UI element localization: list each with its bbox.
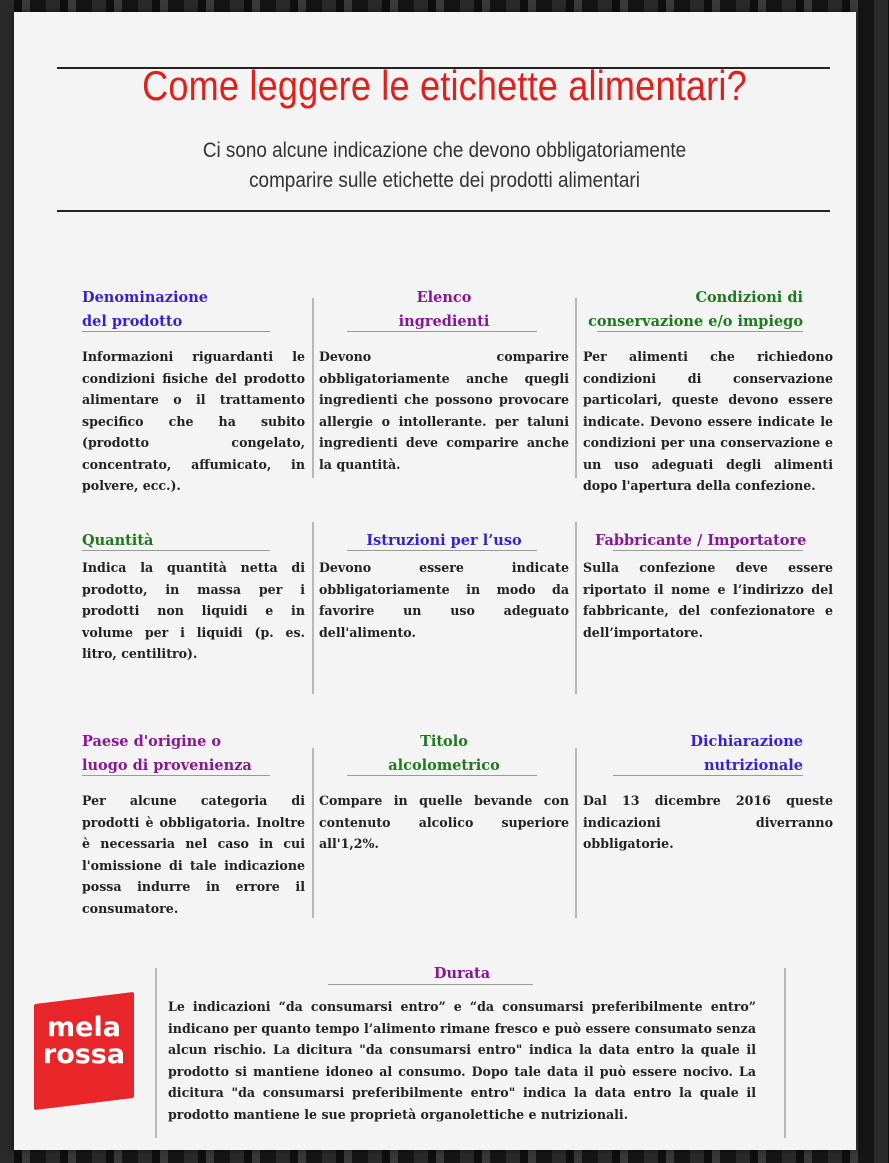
section-body: Per alcune categoria di prodotti è obbligatoria. Inoltre è necessaria nel caso in cui l'omissione di tale indicazione possa indurre in errore il consumatore.: [82, 793, 305, 916]
section-paese: [82, 730, 305, 919]
section-body: Dal 13 dicembre 2016 queste indicazioni diverranno obbligatorie.: [583, 793, 833, 851]
section-body: Devono essere indicate obbligatoriamente in modo da favorire un uso adeguato dell'alimento.: [319, 560, 569, 640]
heading-underline: [82, 331, 270, 332]
subtitle-rule: [57, 210, 830, 212]
column-separator: [312, 298, 314, 478]
page-title: Come leggere le etichette alimentari?: [142, 62, 747, 109]
section-heading: Quantità: [82, 532, 154, 549]
heading-underline: [347, 550, 537, 551]
section-ingredienti: [319, 286, 569, 475]
section-heading: Istruzioni per l’uso: [366, 532, 522, 549]
section-durata: [168, 962, 756, 1125]
section-heading: Titolo alcolometrico: [388, 733, 500, 774]
logo-text: [34, 1014, 134, 1068]
durata-separator-right: [784, 968, 786, 1138]
section-heading: Condizioni di conservazione e/o impiego: [588, 289, 803, 330]
section-quantita: [82, 529, 305, 665]
section-body: Devono comparire obbligatoriamente anche quegli ingredienti che possono provocare allergie o intollerante. per taluni ingredienti deve comparire anche la quantità.: [319, 349, 569, 472]
section-istruzioni: [319, 529, 569, 643]
column-separator: [312, 748, 314, 918]
section-heading: Denominazione del prodotto: [82, 289, 208, 330]
section-titolo: [319, 730, 569, 855]
durata-body: Le indicazioni “da consumarsi entro” e “da consumarsi preferibilmente entro” indicano per quanto tempo l’alimento rimane fresco e può essere consumato senza alcun rischio. La dicitura "da consumarsi entro" indica la data entro la quale il prodotto si mantiene idoneo al consumo. Dopo tale data il può essere nocivo. La dicitura "da consumarsi preferibilmente entro" indica la data entro la quale il prodotto mantiene le sue proprietà organolettiche e nutrizionali.: [168, 999, 756, 1122]
section-fabbricante: [583, 529, 833, 643]
heading-underline: [597, 331, 803, 332]
section-denominazione: [82, 286, 305, 497]
subtitle-line-2: comparire sulle etichette dei prodotti alimentari: [249, 169, 640, 192]
section-conservazione: [583, 286, 833, 497]
section-body: Informazioni riguardanti le condizioni fisiche del prodotto alimentare o il trattamento specifico che ha subito (prodotto congelato, concentrato, affumicato, in polvere, ecc.).: [82, 349, 305, 493]
heading-underline: [347, 331, 537, 332]
section-heading: Fabbricante / Importatore: [595, 532, 807, 549]
durata-heading: Durata: [433, 965, 491, 982]
section-heading: Dichiarazione nutrizionale: [690, 733, 803, 774]
heading-underline: [347, 775, 537, 776]
heading-underline: [82, 775, 270, 776]
section-dichiarazione: [583, 730, 833, 855]
section-body: Per alimenti che richiedono condizioni di conservazione particolari, queste devono essere indicate. Devono essere indicate le condizioni per una conservazione e un uso adeguati degli alimenti dopo l'apertura della confezione.: [583, 349, 833, 493]
column-separator: [575, 522, 577, 694]
column-separator: [575, 298, 577, 478]
durata-separator-left: [155, 968, 157, 1138]
subtitle-line-1: Ci sono alcune indicazione che devono obbligatoriamente: [202, 139, 687, 162]
section-body: Compare in quelle bevande con contenuto alcolico superiore all'1,2%.: [319, 793, 569, 851]
heading-underline: [613, 550, 803, 551]
column-separator: [312, 522, 314, 694]
heading-underline: [613, 775, 803, 776]
melarossa-logo: [34, 992, 134, 1110]
column-separator: [575, 748, 577, 918]
section-heading: Paese d'origine o luogo di provenienza: [82, 733, 252, 774]
logo-line-1: mela: [47, 1012, 121, 1043]
heading-underline: [82, 550, 270, 551]
section-body: Indica la quantità netta di prodotto, in massa per i prodotti non liquidi e in volume per i liquidi (p. es. litro, centilitro).: [82, 560, 305, 661]
section-heading: Elenco ingredienti: [398, 289, 490, 330]
logo-line-2: rossa: [42, 1039, 126, 1070]
heading-underline: [328, 984, 533, 985]
page-subtitle: [44, 136, 844, 196]
section-body: Sulla confezione deve essere riportato il nome e l’indirizzo del fabbricante, del confezionatore e dell’importatore.: [583, 560, 833, 640]
